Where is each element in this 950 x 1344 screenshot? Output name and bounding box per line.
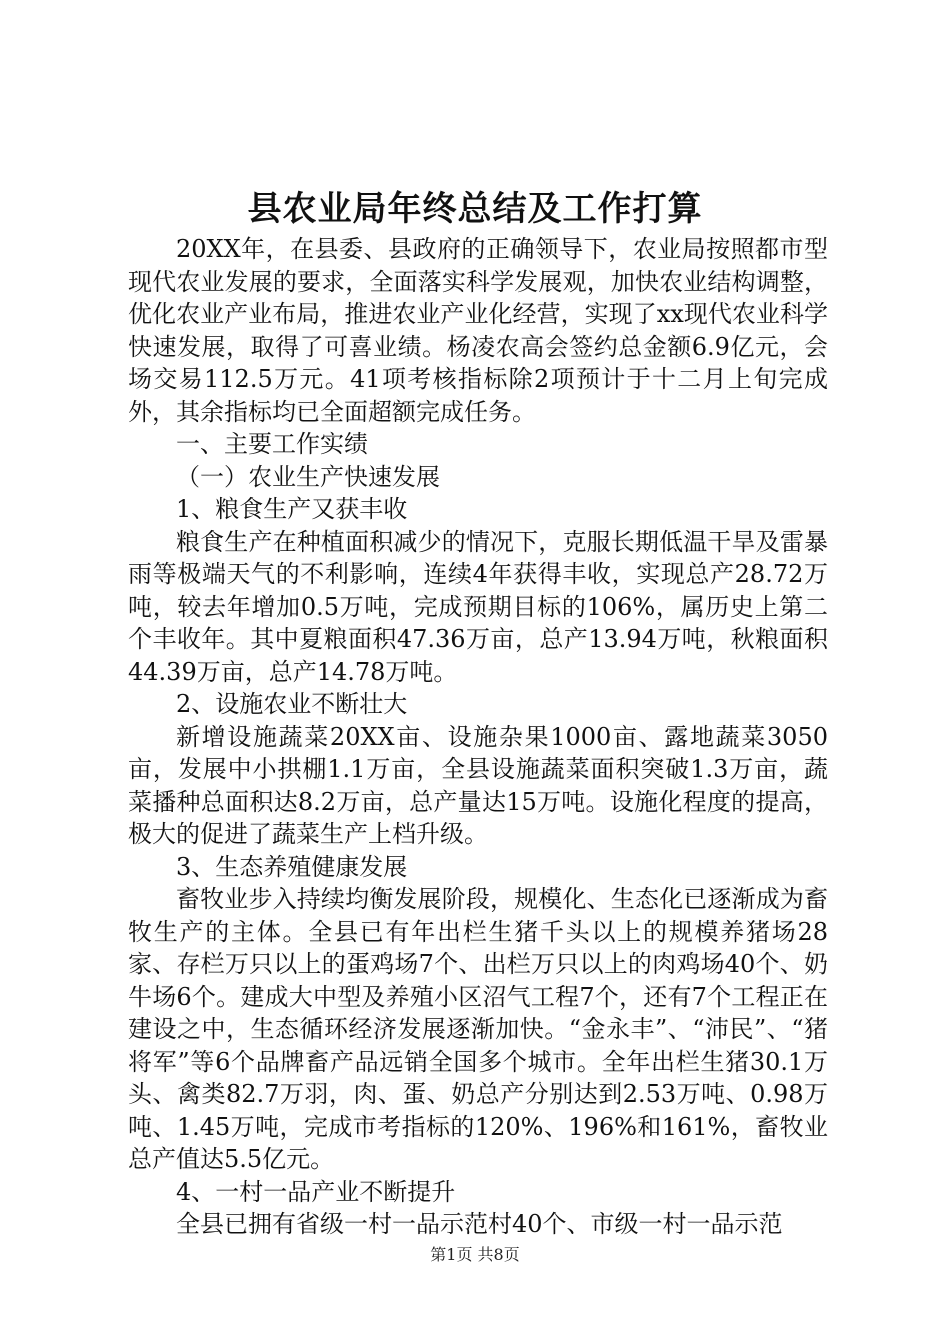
item-heading-village: 4、一村一品产业不断提升 [176,1177,456,1206]
paragraph-intro: 20XX年，在县委、县政府的正确领导下，农业局按照都市型现代农业发展的要求，全面落实科学发展观，加快农业结构调整，优化农业产业布局，推进农业产业化经营，实现了xx现代农业科学快速发展，取得了可喜业绩。杨凌农高会签约总金额6.9亿元，会场交易112.5万元。41项考核指标除2项预计于十二月上旬完成外，其余指标均已全面超额完成任务。 [128,235,828,426]
paragraph-village: 全县已拥有省级一村一品示范村40个、市级一村一品示范 [176,1210,783,1238]
item-heading-breeding: 3、生态养殖健康发展 [176,852,408,881]
document-body [128,233,828,1241]
item-heading-facility: 2、设施农业不断壮大 [176,690,408,718]
section-heading: 一、主要工作实绩 [176,430,368,458]
subsection-heading: （一）农业生产快速发展 [176,462,440,491]
document-title: 县农业局年终总结及工作打算 [247,189,703,229]
paragraph-breeding: 畜牧业步入持续均衡发展阶段，规模化、生态化已逐渐成为畜牧生产的主体。全县已有年出栏生猪千头以上的规模养猪场28家、存栏万只以上的蛋鸡场7个、出栏万只以上的肉鸡场40个、奶牛场6个。建成大中型及养殖小区沼气工程7个，还有7个工程正在建设之中，生态循环经济发展逐渐加快。“金永丰”、“沛民”、“猪将军”等6个品牌畜产品远销全国多个城市。全年出栏生猪30.1万头、禽类82.7万羽，肉、蛋、奶总产分别达到2.53万吨、0.98万吨、1.45万吨，完成市考指标的120%、196%和161%，畜牧业总产值达5.5亿元。 [128,885,828,1173]
paragraph-facility: 新增设施蔬菜20XX亩、设施杂果1000亩、露地蔬菜3050亩，发展中小拱棚1.1万亩，全县设施蔬菜面积突破1.3万亩，蔬菜播种总面积达8.2万亩，总产量达15万吨。设施化程度的提高，极大的促进了蔬菜生产上档升级。 [128,722,828,848]
item-heading-grain: 1、粮食生产又获丰收 [176,495,408,523]
page-footer: 第1页 共8页 [430,1245,520,1264]
paragraph-grain: 粮食生产在种植面积减少的情况下，克服长期低温干旱及雷暴雨等极端天气的不利影响，连续4年获得丰收，实现总产28.72万吨，较去年增加0.5万吨，完成预期目标的106%，属历史上第二个丰收年。其中夏粮面积47.36万亩，总产13.94万吨，秋粮面积44.39万亩，总产14.78万吨。 [128,527,828,686]
